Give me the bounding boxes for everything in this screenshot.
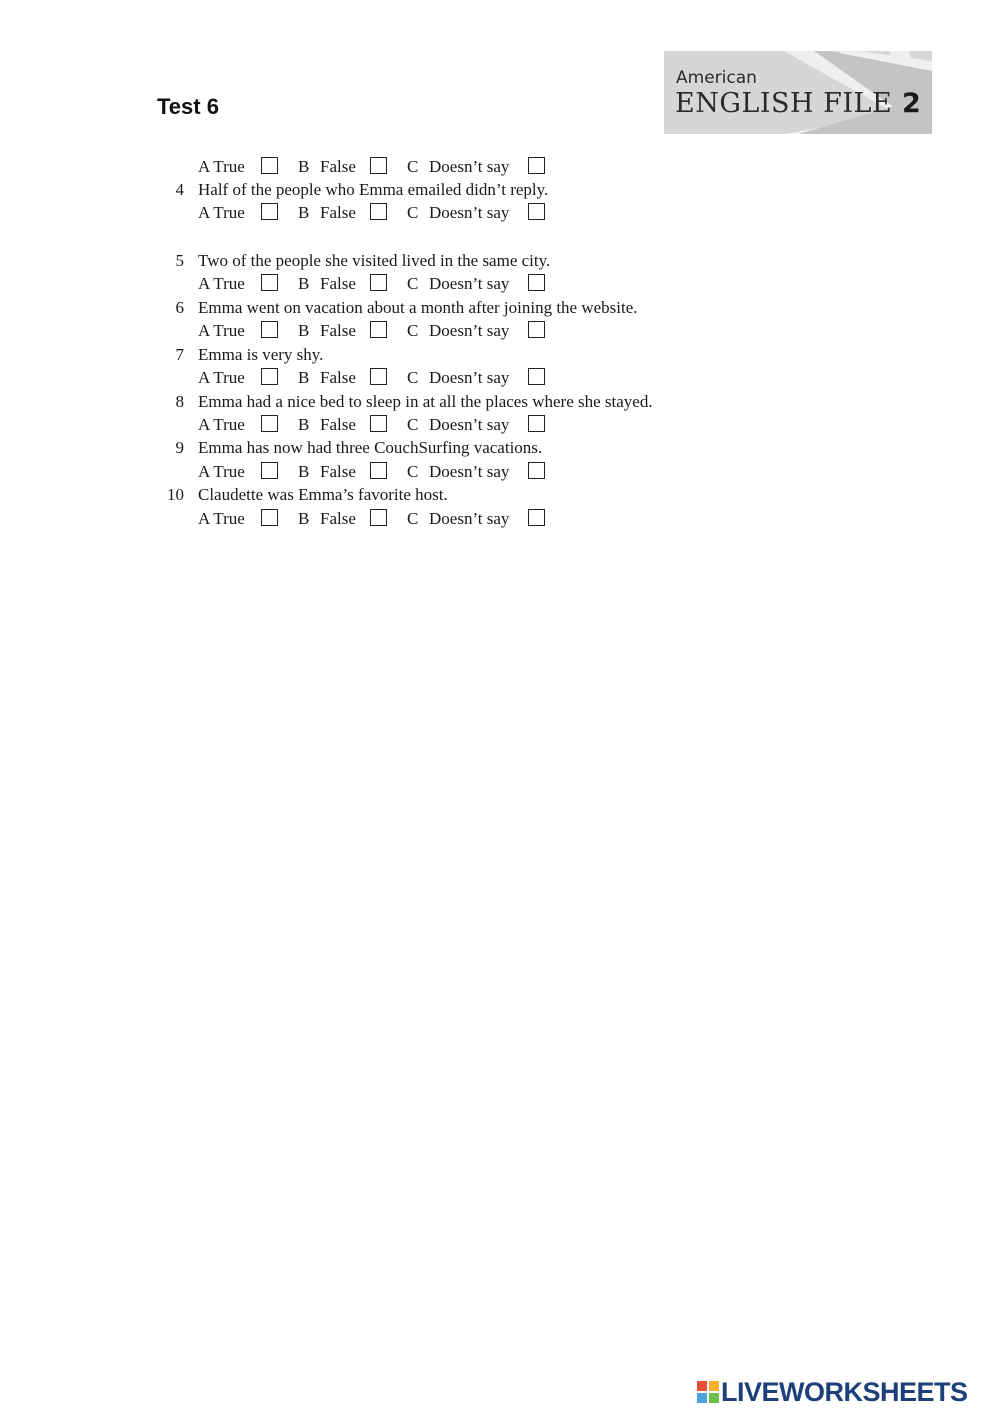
option-c-label: Doesn’t say [429, 203, 510, 222]
option-c-checkbox[interactable] [528, 274, 545, 291]
option-a-label: A True [198, 203, 245, 222]
option-b-label: False [320, 274, 356, 293]
option-c-label: Doesn’t say [429, 415, 510, 434]
option-b-checkbox[interactable] [370, 509, 387, 526]
option-a-label: A True [198, 415, 245, 434]
answer-options-row [0, 508, 1000, 530]
option-a-checkbox[interactable] [261, 203, 278, 220]
option-a-checkbox[interactable] [261, 509, 278, 526]
liveworksheets-brand: LIVEWORKSHEETS [721, 1377, 968, 1407]
option-b-checkbox[interactable] [370, 462, 387, 479]
option-c-letter: C [407, 274, 419, 293]
option-c-label: Doesn’t say [429, 462, 510, 481]
option-c-label: Doesn’t say [429, 368, 510, 387]
logo-number: 2 [902, 88, 921, 119]
question-number: 7 [175, 345, 184, 364]
question-text: Emma had a nice bed to sleep in at all the places where she stayed. [198, 392, 653, 411]
question-row [0, 437, 1000, 459]
option-c-checkbox[interactable] [528, 509, 545, 526]
option-b-label: False [320, 368, 356, 387]
option-b-letter: B [298, 462, 310, 481]
option-a-checkbox[interactable] [261, 157, 278, 174]
option-a-checkbox[interactable] [261, 321, 278, 338]
option-b-checkbox[interactable] [370, 368, 387, 385]
answer-options-row [0, 202, 1000, 224]
option-b-letter: B [298, 203, 310, 222]
option-a-checkbox[interactable] [261, 462, 278, 479]
question-number: 4 [175, 180, 184, 199]
english-file-logo [664, 51, 932, 134]
option-a-label: A True [198, 274, 245, 293]
question-number: 10 [167, 485, 184, 504]
answer-options-row [0, 156, 1000, 178]
option-b-checkbox[interactable] [370, 157, 387, 174]
question-number: 8 [175, 392, 184, 411]
option-a-label: A True [198, 157, 245, 176]
option-c-label: Doesn’t say [429, 509, 510, 528]
option-b-label: False [320, 321, 356, 340]
option-b-letter: B [298, 274, 310, 293]
option-b-checkbox[interactable] [370, 274, 387, 291]
option-c-label: Doesn’t say [429, 157, 510, 176]
option-a-label: A True [198, 462, 245, 481]
liveworksheets-logo-icon [697, 1381, 719, 1403]
option-b-letter: B [298, 415, 310, 434]
option-c-letter: C [407, 462, 419, 481]
option-c-checkbox[interactable] [528, 462, 545, 479]
option-b-checkbox[interactable] [370, 203, 387, 220]
option-b-checkbox[interactable] [370, 415, 387, 432]
option-b-letter: B [298, 368, 310, 387]
question-number: 9 [175, 438, 184, 457]
answer-options-row [0, 320, 1000, 342]
question-row [0, 297, 1000, 319]
option-c-letter: C [407, 368, 419, 387]
option-c-label: Doesn’t say [429, 321, 510, 340]
logo-line-american: American [676, 68, 757, 88]
option-c-label: Doesn’t say [429, 274, 510, 293]
option-c-letter: C [407, 321, 419, 340]
option-a-checkbox[interactable] [261, 368, 278, 385]
question-row [0, 484, 1000, 506]
answer-options-row [0, 273, 1000, 295]
option-c-checkbox[interactable] [528, 415, 545, 432]
option-c-letter: C [407, 509, 419, 528]
answer-options-row [0, 367, 1000, 389]
option-b-letter: B [298, 157, 310, 176]
question-text: Claudette was Emma’s favorite host. [198, 485, 448, 504]
option-a-checkbox[interactable] [261, 415, 278, 432]
option-b-label: False [320, 157, 356, 176]
option-a-label: A True [198, 321, 245, 340]
option-b-letter: B [298, 509, 310, 528]
option-c-letter: C [407, 157, 419, 176]
option-a-label: A True [198, 368, 245, 387]
question-row [0, 344, 1000, 366]
option-c-letter: C [407, 203, 419, 222]
question-text: Emma has now had three CouchSurfing vacations. [198, 438, 543, 457]
option-c-letter: C [407, 415, 419, 434]
option-a-checkbox[interactable] [261, 274, 278, 291]
option-c-checkbox[interactable] [528, 157, 545, 174]
answer-options-row [0, 461, 1000, 483]
option-b-letter: B [298, 321, 310, 340]
question-text: Two of the people she visited lived in the same city. [198, 251, 551, 270]
question-row [0, 250, 1000, 272]
question-text: Half of the people who Emma emailed didn’t reply. [198, 180, 549, 199]
option-c-checkbox[interactable] [528, 368, 545, 385]
logo-line-english-file: ENGLISH FILE [675, 88, 893, 119]
option-b-checkbox[interactable] [370, 321, 387, 338]
question-row [0, 391, 1000, 413]
option-b-label: False [320, 509, 356, 528]
answer-options-row [0, 414, 1000, 436]
option-a-label: A True [198, 509, 245, 528]
liveworksheets-watermark [697, 1376, 993, 1408]
question-text: Emma is very shy. [198, 345, 324, 364]
page-title: Test 6 [157, 94, 219, 119]
option-c-checkbox[interactable] [528, 203, 545, 220]
question-number: 6 [175, 298, 184, 317]
option-b-label: False [320, 462, 356, 481]
option-b-label: False [320, 203, 356, 222]
option-c-checkbox[interactable] [528, 321, 545, 338]
question-row [0, 179, 1000, 201]
question-text: Emma went on vacation about a month after joining the website. [198, 298, 638, 317]
option-b-label: False [320, 415, 356, 434]
question-number: 5 [175, 251, 184, 270]
